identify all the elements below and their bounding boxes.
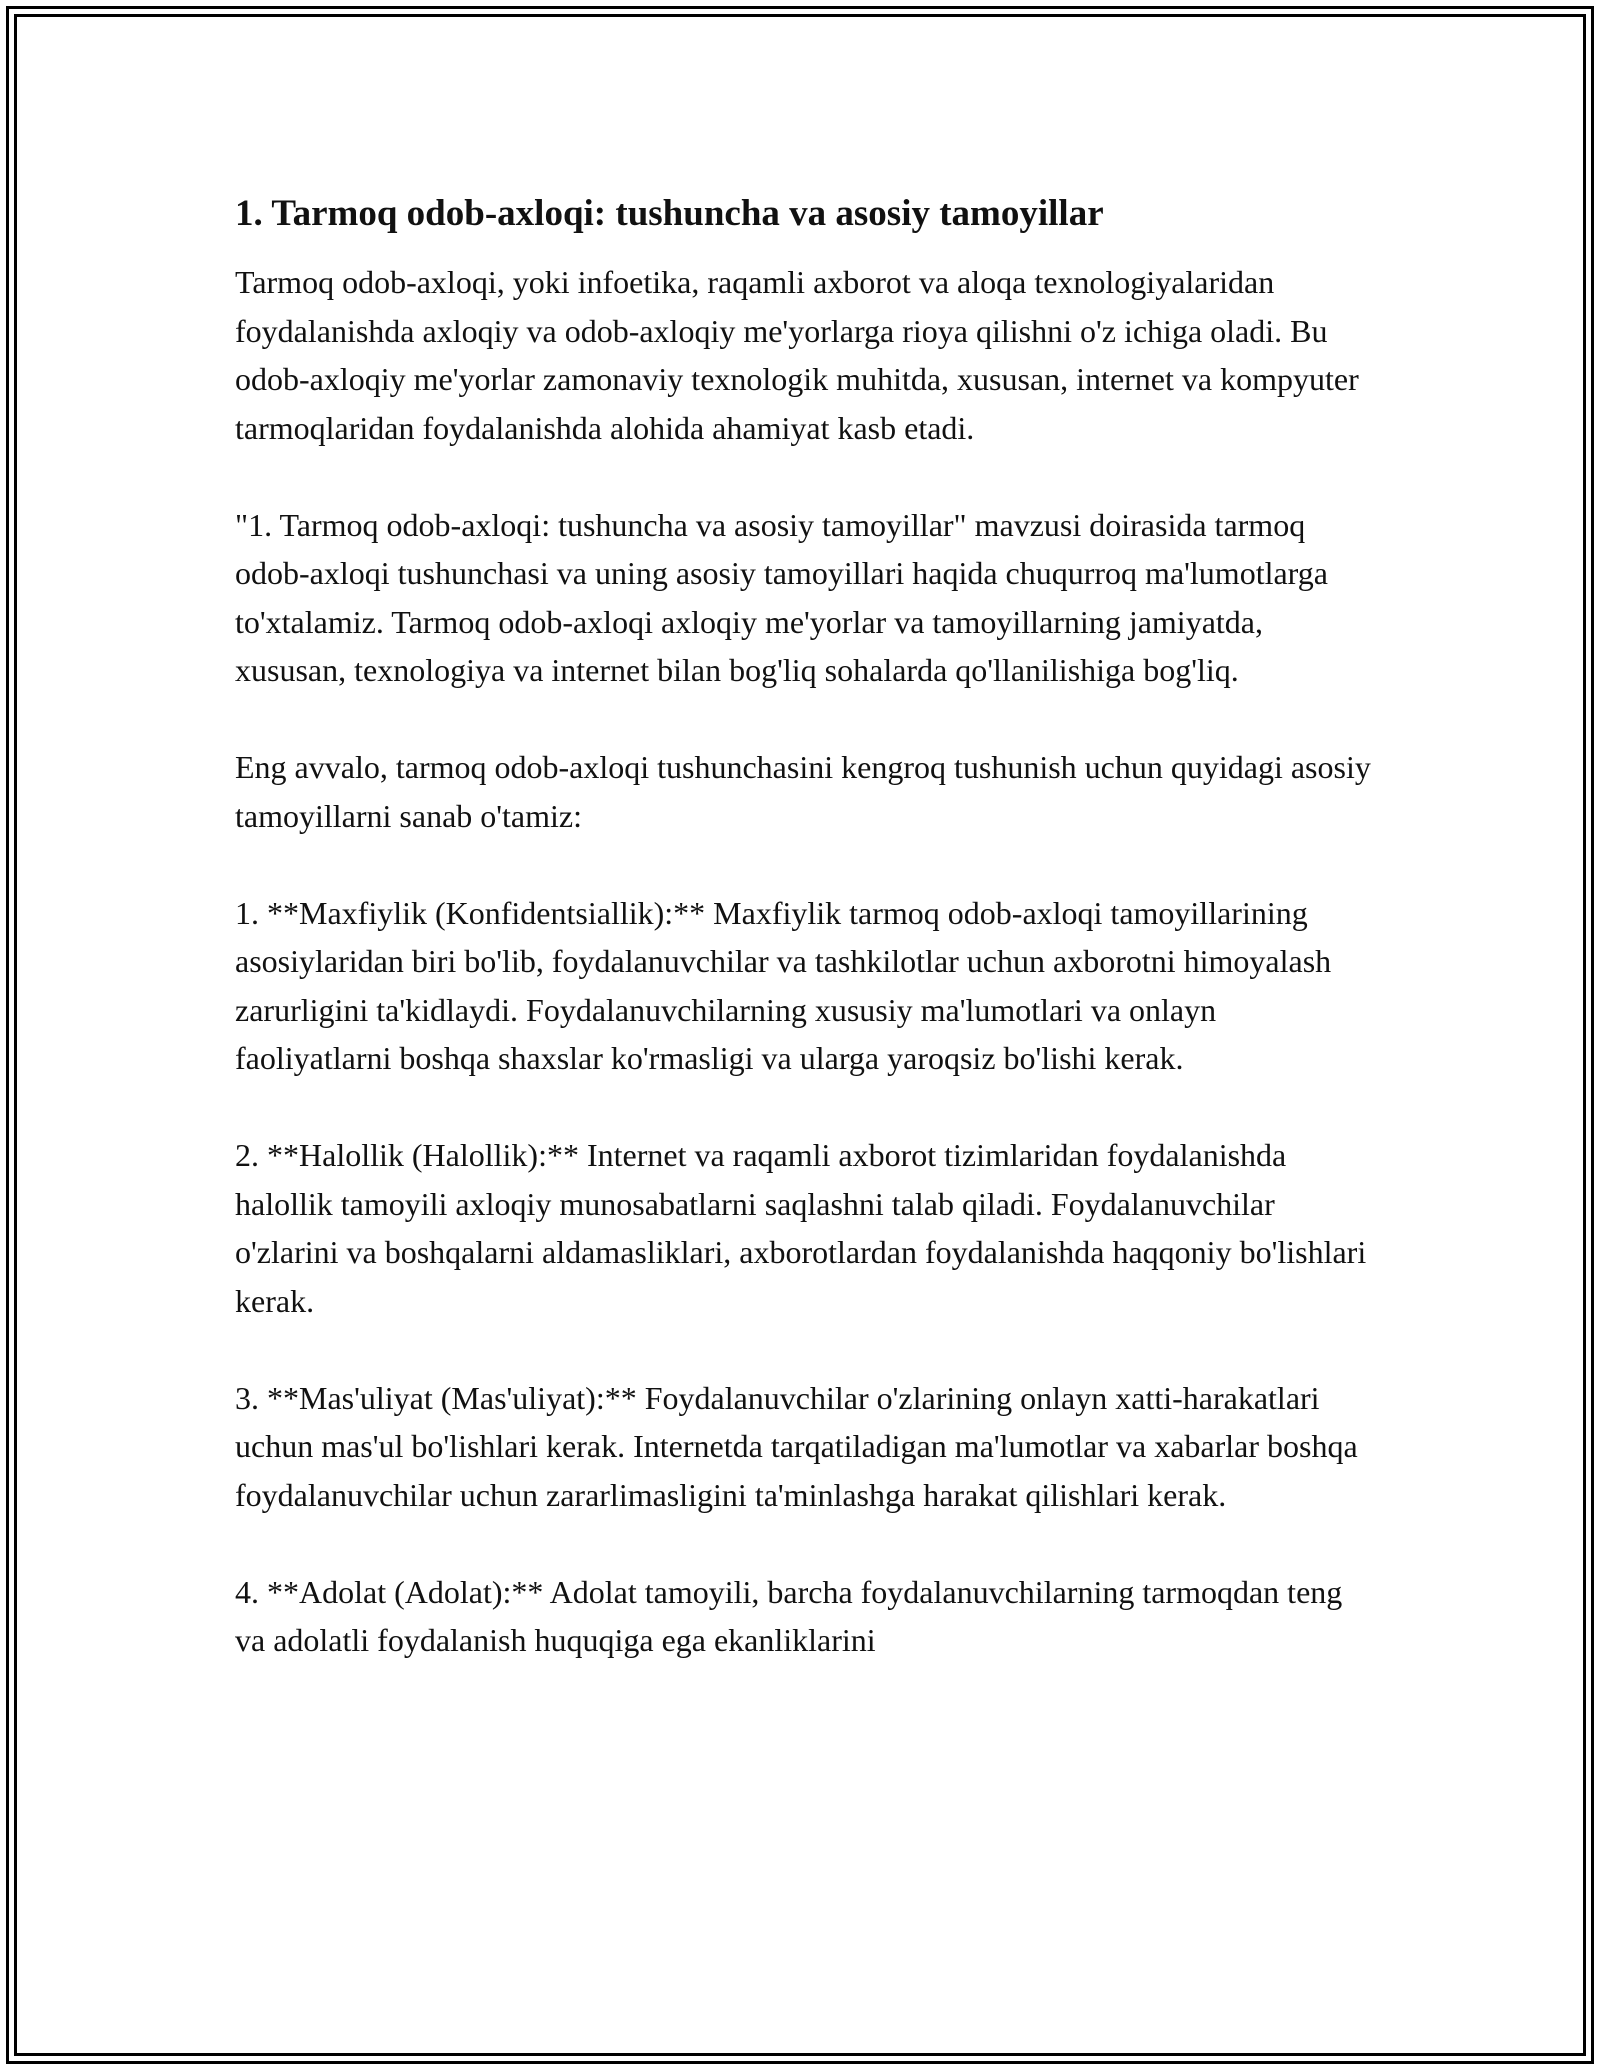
paragraph-principles-intro: Eng avvalo, tarmoq odob-axloqi tushunchasini kengroq tushunish uchun quyidagi asosiy tamoyillarni sanab o'tamiz: bbox=[235, 749, 1371, 834]
paragraph-principle-honesty: 2. **Halollik (Halollik):** Internet va raqamli axborot tizimlaridan foydalanishda halollik tamoyili axloqiy munosabatlarni saqlashni talab qiladi. Foydalanuvchilar o'zlarini va boshqalarni aldamasliklari, axborotlardan foydalanishda haqqoniy bo'lishlari kerak. bbox=[235, 1137, 1367, 1319]
document-body bbox=[235, 188, 1375, 1665]
paragraph-principle-responsibility: 3. **Mas'uliyat (Mas'uliyat):** Foydalanuvchilar o'zlarining onlayn xatti-harakatlari uchun mas'ul bo'lishlari kerak. Internetda tarqatiladigan ma'lumotlar va xabarlar boshqa foydalanuvchilar uchun zararlimasligini ta'minlashga harakat qilishlari kerak. bbox=[235, 1379, 1358, 1513]
paragraph-intro: Tarmoq odob-axloqi, yoki infoetika, raqamli axborot va aloqa texnologiyalaridan foydalanishda axloqiy va odob-axloqiy me'yorlarga rioya qilishni o'z ichiga oladi. Bu odob-axloqiy me'yorlar zamonaviy texnologik muhitda, xususan, internet va kompyuter tarmoqlaridan foydalanishda alohida ahamiyat kasb etadi. bbox=[235, 264, 1359, 446]
paragraph-principle-justice: 4. **Adolat (Adolat):** Adolat tamoyili, barcha foydalanuvchilarning tarmoqdan teng va adolatli foydalanish huquqiga ega ekanliklarini bbox=[235, 1573, 1343, 1658]
document-title: 1. Tarmoq odob-axloqi: tushuncha va asosiy tamoyillar bbox=[235, 193, 1104, 234]
paragraph-principle-privacy: 1. **Maxfiylik (Konfidentsiallik):** Maxfiylik tarmoq odob-axloqi tamoyillarining asosiylaridan biri bo'lib, foydalanuvchilar va tashkilotlar uchun axborotni himoyalash zarurligini ta'kidlaydi. Foydalanuvchilarning xususiy ma'lumotlari va onlayn faoliyatlarni boshqa shaxslar ko'rmasligi va ularga yaroqsiz bo'lishi kerak. bbox=[235, 894, 1332, 1076]
paragraph-topic: "1. Tarmoq odob-axloqi: tushuncha va asosiy tamoyillar" mavzusi doirasida tarmoq odob-axloqi tushunchasi va uning asosiy tamoyillari haqida chuqurroq ma'lumotlarga to'xtalamiz. Tarmoq odob-axloqi axloqiy me'yorlar va tamoyillarning jamiyatda, xususan, texnologiya va internet bilan bog'liq sohalarda qo'llanilishiga bog'liq. bbox=[235, 506, 1328, 688]
